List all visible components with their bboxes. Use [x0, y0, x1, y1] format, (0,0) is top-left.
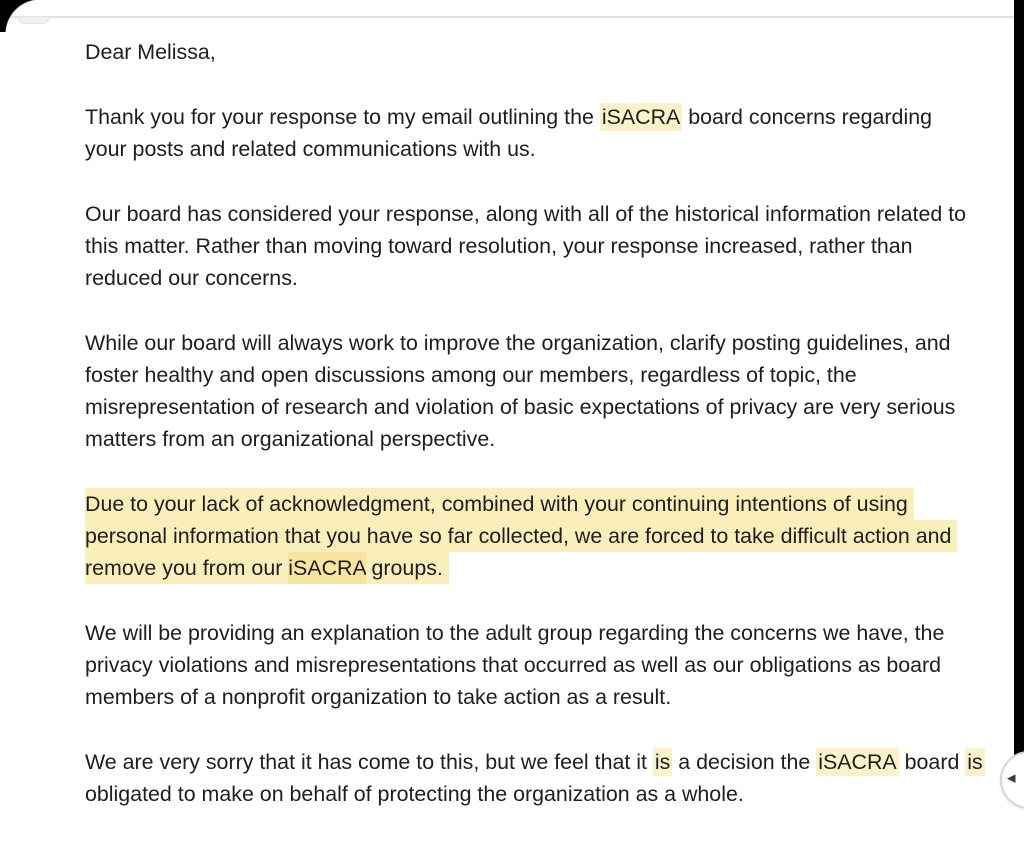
text-line	[85, 552, 1015, 584]
email-body	[85, 36, 1015, 843]
highlighted-text: iSACRA	[601, 105, 681, 129]
paragraph	[85, 327, 1015, 455]
text-segment: Thank you for your response to my email outlining the	[85, 105, 600, 129]
text-segment: We are very sorry that it has come to this, but we feel that it	[85, 750, 653, 774]
highlighted-text: groups.	[366, 552, 449, 584]
paragraph	[85, 488, 1015, 584]
text-line	[85, 133, 1015, 165]
text-segment: We will be providing an explanation to the adult group regarding the concerns we have, the	[85, 621, 945, 645]
text-segment: members of a nonprofit organization to take action as a result.	[85, 685, 672, 709]
paragraph	[85, 617, 1015, 713]
text-segment: board	[898, 750, 966, 774]
text-line	[85, 423, 1015, 455]
chevron-left-icon: ◂	[1007, 768, 1016, 788]
paragraph	[85, 36, 1015, 68]
window-edge-strip	[1014, 0, 1024, 770]
text-line	[85, 327, 1015, 359]
text-line	[85, 36, 1015, 68]
highlighted-text: Due to your lack of acknowledgment, combined with your continuing intentions of using	[85, 488, 914, 520]
text-segment: matters from an organizational perspective.	[85, 427, 496, 451]
text-segment: obligated to make on behalf of protecting the organization as a whole.	[85, 782, 744, 806]
text-segment: Dear Melissa,	[85, 40, 216, 64]
text-segment: misrepresentation of research and violation of basic expectations of privacy are very serious	[85, 395, 956, 419]
highlighted-text: is	[967, 750, 983, 774]
text-line	[85, 488, 1015, 520]
highlighted-text: remove you from our	[85, 552, 288, 584]
text-line	[85, 746, 1015, 778]
text-line	[85, 101, 1015, 133]
text-segment: a decision the	[672, 750, 817, 774]
text-segment: your posts and related communications with us.	[85, 137, 536, 161]
text-line	[85, 230, 1015, 262]
text-segment: While our board will always work to improve the organization, clarify posting guidelines, and	[85, 331, 951, 355]
top-divider	[0, 16, 1024, 18]
text-segment: Our board has considered your response, along with all of the historical information related to	[85, 202, 967, 226]
paragraph	[85, 198, 1015, 294]
highlighted-text: personal information that you have so far collected, we are forced to take difficult action and	[85, 520, 957, 552]
text-line	[85, 198, 1015, 230]
highlighted-text: iSACRA	[288, 552, 365, 584]
text-segment: reduced our concerns.	[85, 266, 298, 290]
paragraph	[85, 101, 1015, 165]
text-line	[85, 391, 1015, 423]
text-line	[85, 778, 1015, 810]
text-line	[85, 359, 1015, 391]
text-segment: privacy violations and misrepresentations that occurred as well as our obligations as board	[85, 653, 942, 677]
paragraph	[85, 746, 1015, 810]
text-line	[85, 681, 1015, 713]
window-corner-mask	[0, 0, 40, 32]
text-line	[85, 649, 1015, 681]
text-line	[85, 617, 1015, 649]
text-line	[85, 262, 1015, 294]
text-segment: foster healthy and open discussions among our members, regardless of topic, the	[85, 363, 857, 387]
text-segment: board concerns regarding	[682, 105, 932, 129]
text-line	[85, 520, 1015, 552]
highlighted-text: iSACRA	[818, 750, 897, 774]
highlighted-text: is	[654, 750, 671, 774]
text-segment: this matter. Rather than moving toward resolution, your response increased, rather than	[85, 234, 913, 258]
